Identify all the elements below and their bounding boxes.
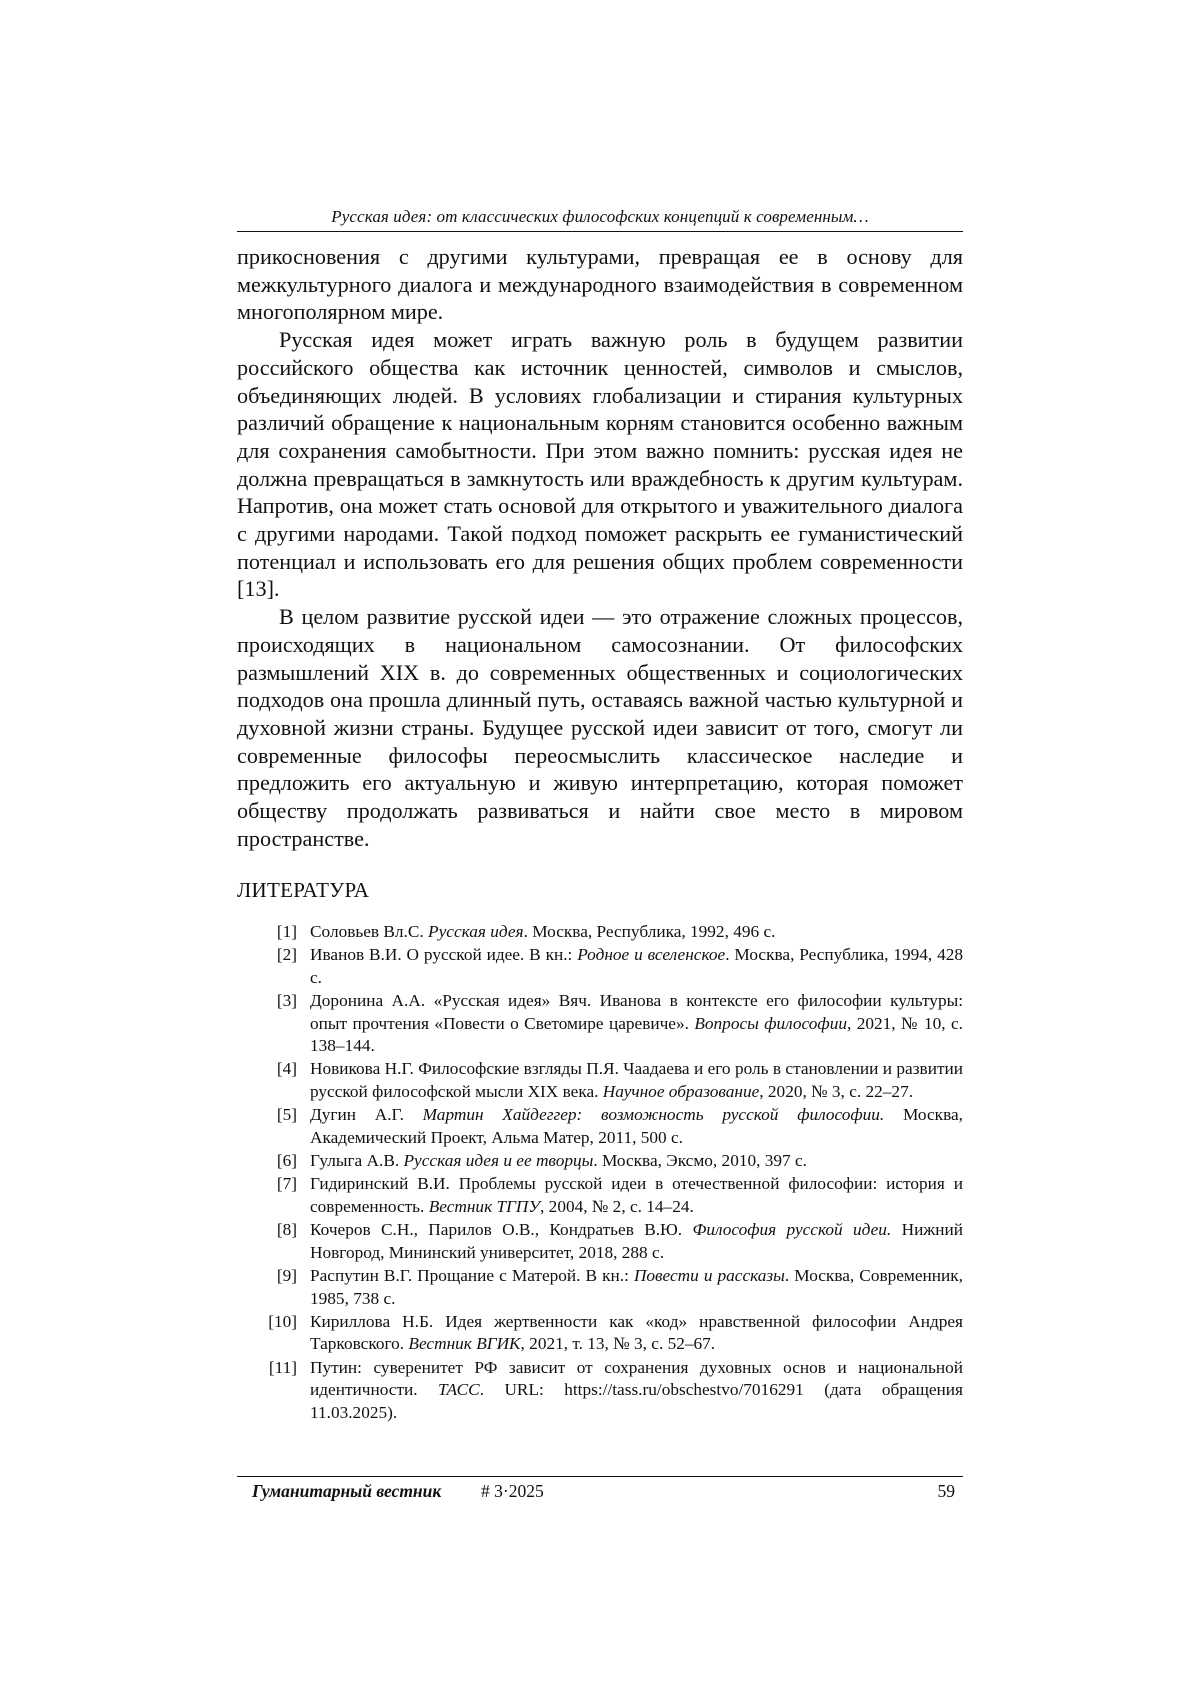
reference-item: [2] Иванов В.И. О русской идее. В кн.: Родное и вселенское. Москва, Республика, 1994, 428 с. [237, 944, 963, 989]
reference-item: [5] Дугин А.Г. Мартин Хайдеггер: возможность русской философии. Москва, Академический Проект, Альма Матер, 2011, 500 с. [237, 1104, 963, 1149]
reference-number: [8] [276, 1220, 297, 1240]
reference-number: [3] [276, 991, 297, 1011]
paragraph-1: прикосновения с другими культурами, превращая ее в основу для межкультурного диалога и международного взаимодействия в современном многополярном мире. [237, 244, 963, 325]
footer-rule [237, 1476, 963, 1477]
reference-number: [2] [276, 945, 297, 965]
reference-number: [4] [276, 1059, 297, 1079]
running-head: Русская идея: от классических философских концепций к современным… [331, 207, 869, 226]
reference-item: [10] Кириллова Н.Б. Идея жертвенности как «код» нравственной философии Андрея Тарковского. Вестник ВГИК, 2021, т. 13, № 3, с. 52–67. [237, 1311, 963, 1356]
reference-number: [9] [276, 1266, 297, 1286]
reference-number: [6] [276, 1151, 297, 1171]
reference-number: [5] [276, 1105, 297, 1125]
references-heading: ЛИТЕРАТУРА [237, 878, 370, 902]
reference-item: [11] Путин: суверенитет РФ зависит от сохранения духовных основ и национальной идентичности. ТАСС. URL: https://tass.ru/obschestvo/7016291 (дата обращения 11.03.2025). [237, 1357, 963, 1424]
reference-list [237, 921, 963, 1425]
reference-item: [3] Доронина А.А. «Русская идея» Вяч. Иванова в контексте его философии культуры: опыт прочтения «Повести о Светомире царевиче». Вопросы философии, 2021, № 10, с. 138–144. [237, 990, 963, 1057]
reference-number: [1] [276, 922, 297, 941]
paragraph-3: В целом развитие русской идеи — это отражение сложных процессов, происходящих в национальном самосознании. От философских размышлений XIX в. до современных общественных и социологических подходов она прошла длинный путь, оставаясь важной частью культурной и духовной жизни страны. Будущее русской идеи зависит от того, смогут ли современные философы переосмыслить классическое наследие и предложить его актуальную и живую интерпретацию, которая поможет обществу продолжать развиваться и найти свое место в мировом пространстве. [237, 604, 963, 851]
header-rule [237, 231, 963, 232]
reference-item: [1] Соловьев Вл.С. Русская идея. Москва, Республика, 1992, 496 с. [237, 921, 963, 943]
reference-number: [7] [276, 1174, 297, 1194]
page-number: 59 [937, 1481, 955, 1501]
issue-number: # 3·2025 [481, 1481, 544, 1501]
reference-item: [8] Кочеров С.Н., Парилов О.В., Кондратьев В.Ю. Философия русской идеи. Нижний Новгород, Мининский университет, 2018, 288 с. [237, 1219, 963, 1264]
reference-item: [9] Распутин В.Г. Прощание с Матерой. В кн.: Повести и рассказы. Москва, Современник, 1985, 738 с. [237, 1265, 963, 1310]
paragraph-2: Русская идея может играть важную роль в будущем развитии российского общества как источник ценностей, символов и смыслов, объединяющих людей. В условиях глобализации и стирания культурных различий обращение к национальным корням становится особенно важным для сохранения самобытности. При этом важно помнить: русская идея не должна превращаться в замкнутость или враждебность к другим культурам. Напротив, она может стать основой для открытого и уважительного диалога с другими народами. Такой подход поможет раскрыть ее гуманистический потенциал и использовать его для решения общих проблем современности [13]. [237, 327, 963, 602]
reference-number: [10] [268, 1311, 297, 1331]
reference-item: [7] Гидиринский В.И. Проблемы русской идеи в отечественной философии: история и современность. Вестник ТГПУ, 2004, № 2, с. 14–24. [237, 1173, 963, 1218]
reference-item: [6] Гулыга А.В. Русская идея и ее творцы. Москва, Эксмо, 2010, 397 с. [237, 1150, 963, 1172]
reference-item: [4] Новикова Н.Г. Философские взгляды П.Я. Чаадаева и его роль в становлении и развитии русской философской мысли XIX века. Научное образование, 2020, № 3, с. 22–27. [237, 1058, 963, 1103]
journal-title: Гуманитарный вестник [252, 1481, 442, 1501]
reference-number: [11] [268, 1357, 297, 1377]
article-body [237, 243, 963, 852]
